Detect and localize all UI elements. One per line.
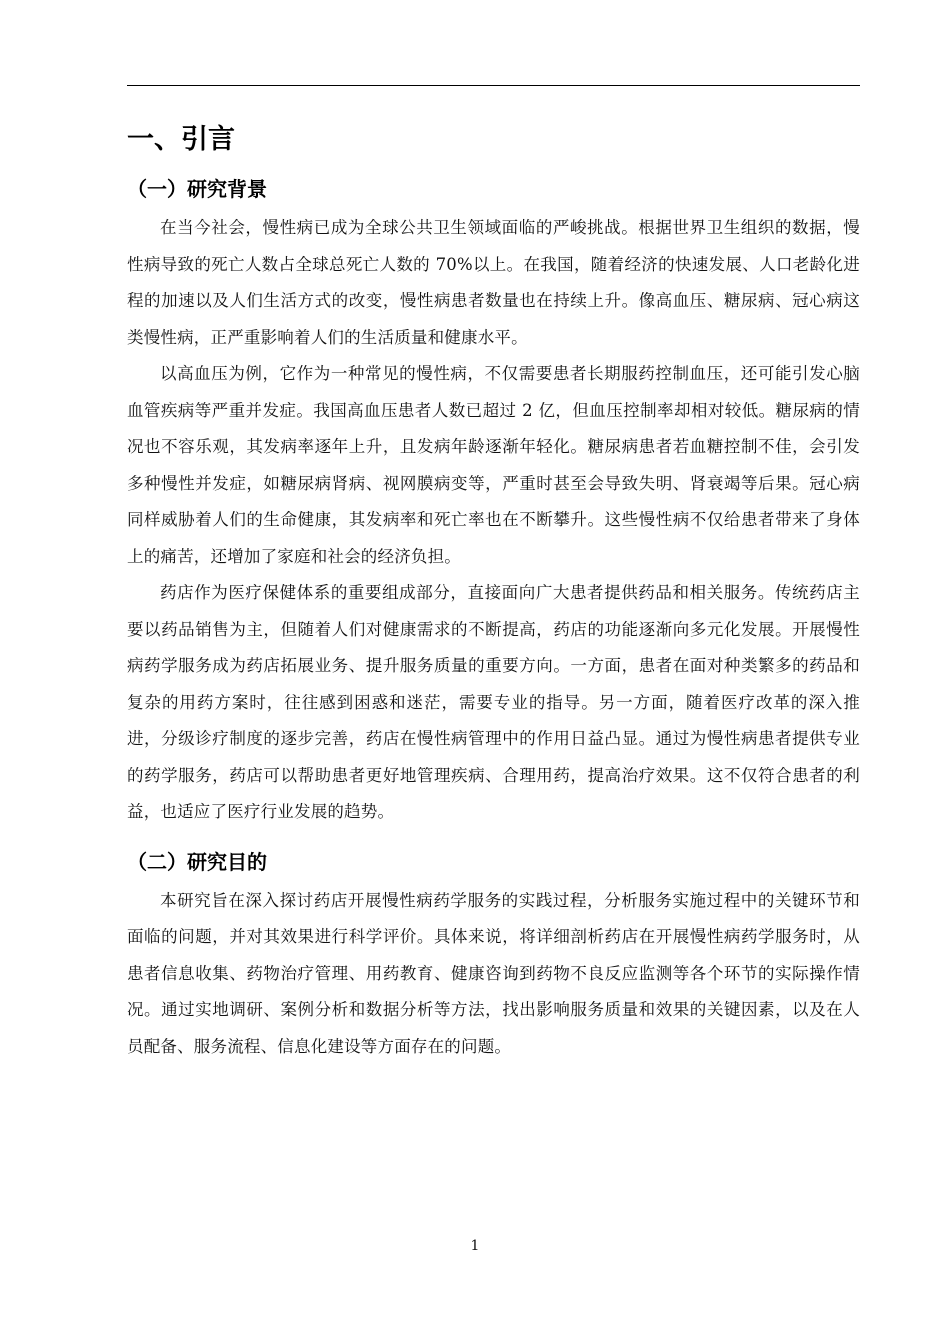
paragraph-background-2: 以高血压为例，它作为一种常见的慢性病，不仅需要患者长期服药控制血压，还可能引发心脑血管疾病等严重并发症。我国高血压患者人数已超过 2 亿，但血压控制率却相对较低。糖尿病的情况也不容乐观，其发病率逐年上升，且发病年龄逐渐年轻化。糖尿病患者若血糖控制不佳，会引发多种慢性并发症，如糖尿病肾病、视网膜病变等，严重时甚至会导致失明、肾衰竭等后果。冠心病同样威胁着人们的生命健康，其发病率和死亡率也在不断攀升。这些慢性病不仅给患者带来了身体上的痛苦，还增加了家庭和社会的经济负担。 (127, 364, 860, 566)
header-rule (127, 85, 860, 86)
subsection-heading-background: （一）研究背景 (127, 177, 267, 201)
paragraph-background-3: 药店作为医疗保健体系的重要组成部分，直接面向广大患者提供药品和相关服务。传统药店主要以药品销售为主，但随着人们对健康需求的不断提高，药店的功能逐渐向多元化发展。开展慢性病药学服务成为药店拓展业务、提升服务质量的重要方向。一方面，患者在面对种类繁多的药品和复杂的用药方案时，往往感到困惑和迷茫，需要专业的指导。另一方面，随着医疗改革的深入推进，分级诊疗制度的逐步完善，药店在慢性病管理中的作用日益凸显。通过为慢性病患者提供专业的药学服务，药店可以帮助患者更好地管理疾病、合理用药，提高治疗效果。这不仅符合患者的利益，也适应了医疗行业发展的趋势。 (127, 583, 860, 821)
paragraph-background-1: 在当今社会，慢性病已成为全球公共卫生领域面临的严峻挑战。根据世界卫生组织的数据，慢性病导致的死亡人数占全球总死亡人数的 70%以上。在我国，随着经济的快速发展、人口老龄化进程的加速以及人们生活方式的改变，慢性病患者数量也在持续上升。像高血压、糖尿病、冠心病这类慢性病，正严重影响着人们的生活质量和健康水平。 (127, 218, 860, 347)
section-title: 一、引言 (127, 124, 235, 155)
paragraph-purpose-1: 本研究旨在深入探讨药店开展慢性病药学服务的实践过程，分析服务实施过程中的关键环节和面临的问题，并对其效果进行科学评价。具体来说，将详细剖析药店在开展慢性病药学服务时，从患者信息收集、药物治疗管理、用药教育、健康咨询到药物不良反应监测等各个环节的实际操作情况。通过实地调研、案例分析和数据分析等方法，找出影响服务质量和效果的关键因素，以及在人员配备、服务流程、信息化建设等方面存在的问题。 (127, 890, 860, 1056)
page-number: 1 (470, 1238, 480, 1254)
subsection-heading-purpose: （二）研究目的 (127, 849, 267, 874)
document-body (127, 118, 860, 1065)
